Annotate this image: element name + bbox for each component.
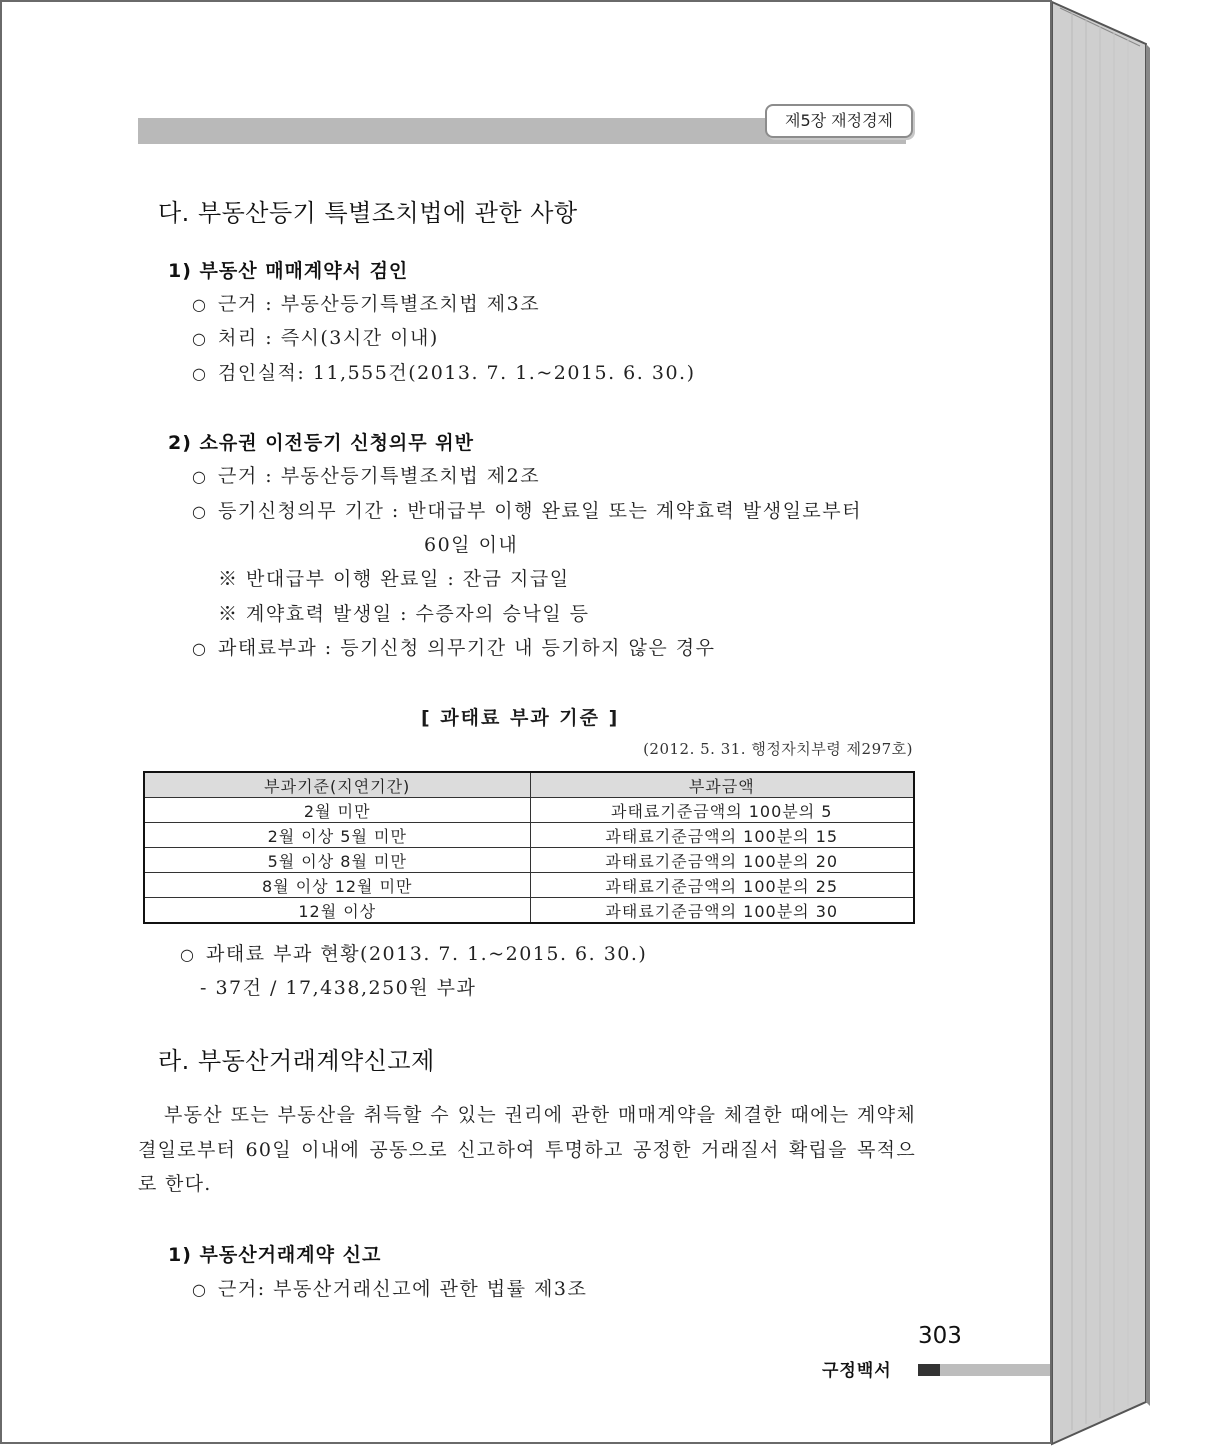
table-row bbox=[144, 823, 914, 848]
column-header-amount: 부과금액 bbox=[530, 772, 914, 798]
fee-table-note: (2012. 5. 31. 행정자치부령 제297호) bbox=[643, 740, 913, 758]
table-row bbox=[144, 898, 914, 924]
amount-cell: 과태료기준금액의 100분의 20 bbox=[530, 848, 914, 873]
bullet-icon: ○ bbox=[192, 1280, 208, 1299]
sub2-item-fine: ○ 과태료부과 : 등기신청 의무기간 내 등기하지 않은 경우 bbox=[192, 637, 716, 659]
period-cell: 2월 이상 5월 미만 bbox=[144, 823, 530, 848]
footer-bar-dark bbox=[918, 1364, 940, 1376]
sub1-title: 1) 부동산 매매계약서 검인 bbox=[168, 260, 409, 282]
sub2-note-effect: ※ 계약효력 발생일 : 수증자의 승낙일 등 bbox=[218, 603, 590, 625]
amount-cell: 과태료기준금액의 100분의 30 bbox=[530, 898, 914, 924]
footer-label: 구정백서 bbox=[822, 1361, 892, 1381]
section-ra-title: 라. 부동산거래계약신고제 bbox=[158, 1047, 435, 1075]
table-row bbox=[144, 848, 914, 873]
amount-cell: 과태료기준금액의 100분의 15 bbox=[530, 823, 914, 848]
bullet-icon: ○ bbox=[192, 329, 208, 348]
fine-status-detail: - 37건 / 17,438,250원 부과 bbox=[200, 977, 477, 999]
sub2-title: 2) 소유권 이전등기 신청의무 위반 bbox=[168, 432, 474, 454]
ra-sub1-item-basis: ○ 근거: 부동산거래신고에 관한 법률 제3조 bbox=[192, 1278, 588, 1300]
column-header-period: 부과기준(지연기간) bbox=[144, 772, 530, 798]
sub2-item-period: ○ 등기신청의무 기간 : 반대급부 이행 완료일 또는 계약효력 발생일로부터 bbox=[192, 500, 862, 522]
chapter-tab: 제5장 재정경제 bbox=[765, 104, 913, 138]
bullet-icon: ○ bbox=[192, 364, 208, 383]
fee-table bbox=[143, 771, 915, 924]
amount-cell: 과태료기준금액의 100분의 5 bbox=[530, 798, 914, 823]
period-cell: 5월 이상 8월 미만 bbox=[144, 848, 530, 873]
sub2-item-basis: ○ 근거 : 부동산등기특별조치법 제2조 bbox=[192, 465, 541, 487]
fee-table-title: [ 과태료 부과 기준 ] bbox=[421, 707, 620, 729]
page-number: 303 bbox=[918, 1323, 962, 1349]
fine-status-item: ○ 과태료 부과 현황(2013. 7. 1.~2015. 6. 30.) bbox=[180, 943, 648, 965]
sub2-note-balance: ※ 반대급부 이행 완료일 : 잔금 지급일 bbox=[218, 568, 570, 590]
table-row bbox=[144, 798, 914, 823]
table-row bbox=[144, 873, 914, 898]
period-cell: 12월 이상 bbox=[144, 898, 530, 924]
bullet-icon: ○ bbox=[192, 295, 208, 314]
bullet-icon: ○ bbox=[192, 467, 208, 486]
amount-cell: 과태료기준금액의 100분의 25 bbox=[530, 873, 914, 898]
footer-bar-light bbox=[940, 1364, 1050, 1376]
table-header-row bbox=[144, 772, 914, 798]
section-da-title: 다. 부동산등기 특별조치법에 관한 사항 bbox=[158, 199, 578, 227]
sub1-item-basis: ○ 근거 : 부동산등기특별조치법 제3조 bbox=[192, 293, 541, 315]
bullet-icon: ○ bbox=[180, 945, 196, 964]
bullet-icon: ○ bbox=[192, 502, 208, 521]
period-cell: 8월 이상 12월 미만 bbox=[144, 873, 530, 898]
sub1-item-record: ○ 검인실적: 11,555건(2013. 7. 1.~2015. 6. 30.) bbox=[192, 362, 696, 384]
period-cell: 2월 미만 bbox=[144, 798, 530, 823]
section-ra-paragraph: 부동산 또는 부동산을 취득할 수 있는 권리에 관한 매매계약을 체결한 때에는 계약체결일로부터 60일 이내에 공동으로 신고하여 투명하고 공정한 거래질서 확립을 목적으로 한다. bbox=[138, 1104, 916, 1195]
sub1-item-process: ○ 처리 : 즉시(3시간 이내) bbox=[192, 327, 439, 349]
bullet-icon: ○ bbox=[192, 639, 208, 658]
sub2-item-period-cont: 60일 이내 bbox=[424, 534, 519, 556]
ra-sub1-title: 1) 부동산거래계약 신고 bbox=[168, 1244, 382, 1266]
